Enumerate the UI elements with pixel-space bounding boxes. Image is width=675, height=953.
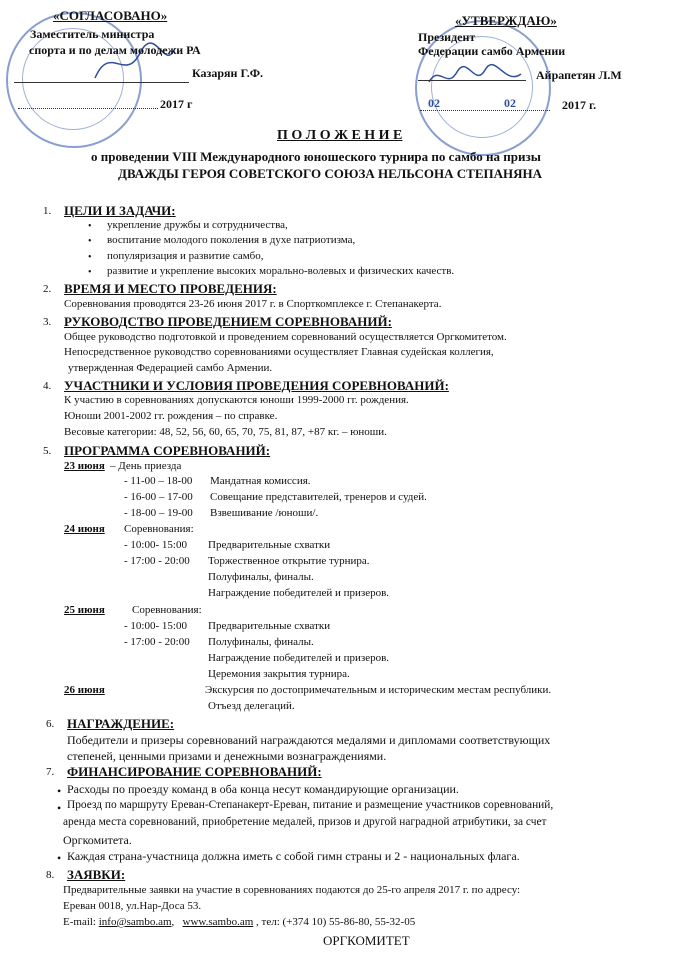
- bullet-icon: •: [88, 267, 92, 278]
- section-3-line: Непосредственное руководство соревнованиями осуществляет Главная судейская коллегия,: [64, 346, 494, 358]
- program-day-date: 23 июня: [64, 460, 105, 472]
- section-7-bullet-cont: аренда места соревнований, приобретение медалей, призов и другой наградной атрибутики, за счет: [63, 816, 547, 828]
- footer-orgcommittee: ОРГКОМИТЕТ: [323, 933, 410, 948]
- program-time: - 10:00- 15:00: [124, 620, 187, 632]
- program-time: - 10:00- 15:00: [124, 539, 187, 551]
- email-label: E-mail:: [63, 916, 96, 928]
- section-4-line: Весовые категории: 48, 52, 56, 60, 65, 70, 75, 81, 87, +87 кг. – юноши.: [64, 426, 387, 438]
- bullet-icon: •: [57, 784, 62, 798]
- section-4-line: Юноши 2001-2002 гг. рождения – по справке.: [64, 410, 278, 422]
- bullet-icon: •: [57, 851, 62, 865]
- section-1-item: популяризация и развитие самбо,: [107, 250, 264, 262]
- section-2-text: Соревнования проводятся 23-26 июня 2017 г. в Спорткомплексе г. Степанакерта.: [64, 298, 442, 310]
- program-time: - 17:00 - 20:00: [124, 636, 190, 648]
- section-1-title: ЦЕЛИ И ЗАДАЧИ:: [64, 203, 176, 218]
- section-6-line: Победители и призеры соревнований награждаются медалями и дипломами соответствующих: [67, 733, 551, 747]
- section-2-number: 2.: [43, 283, 52, 295]
- approval-left-name: Казарян Г.Ф.: [192, 66, 264, 80]
- approval-right-date-line: [420, 110, 550, 111]
- approval-left-line1: Заместитель министра: [30, 27, 155, 41]
- program-event: Полуфиналы, финалы.: [208, 571, 314, 583]
- bullet-icon: •: [88, 252, 92, 263]
- section-3-title: РУКОВОДСТВО ПРОВЕДЕНИЕМ СОРЕВНОВАНИЙ:: [64, 314, 392, 329]
- approval-left-heading: «СОГЛАСОВАНО»: [53, 8, 168, 23]
- email-link[interactable]: info@sambo.am: [98, 916, 172, 928]
- contact-line: E-mail: info@sambo.am, www.sambo.am , тел: (+374 10) 55-86-80, 55-32-05: [63, 916, 416, 928]
- approval-left-date-line: [18, 108, 158, 109]
- section-1-item: развитие и укрепление высоких морально-волевых и физических качеств.: [107, 265, 455, 277]
- section-1-item: укрепление дружбы и сотрудничества,: [107, 219, 288, 231]
- program-day-label: – День приезда: [110, 460, 182, 472]
- program-event: Мандатная комиссия.: [210, 475, 311, 487]
- document-subtitle-hero: ДВАЖДЫ ГЕРОЯ СОВЕТСКОГО СОЮЗА НЕЛЬСОНА СТЕПАНЯНА: [118, 166, 543, 181]
- section-7-number: 7.: [46, 766, 55, 778]
- section-4-number: 4.: [43, 380, 52, 392]
- approval-left-date: 2017 г: [160, 97, 193, 111]
- section-8-line: Предварительные заявки на участие в соревнованиях подаются до 25-го апреля 2017 г. по адресу:: [63, 884, 521, 896]
- program-day-label: Соревнования:: [124, 523, 194, 535]
- program-event: Награждение победителей и призеров.: [208, 587, 390, 599]
- section-8-title: ЗАЯВКИ:: [67, 867, 126, 882]
- program-event: Отъезд делегаций.: [208, 700, 295, 712]
- website-link[interactable]: www.sambo.am: [182, 916, 254, 928]
- approval-right-date-month: 02: [504, 96, 516, 110]
- section-7-bullet: Проезд по маршруту Ереван-Степанакерт-Ереван, питание и размещение участников соревнований,: [67, 799, 554, 811]
- section-4-title: УЧАСТНИКИ И УСЛОВИЯ ПРОВЕДЕНИЯ СОРЕВНОВАНИЙ:: [64, 378, 449, 393]
- approval-right-line2: Федерации самбо Армении: [418, 44, 566, 58]
- approval-right-name: Айрапетян Л.М: [536, 68, 622, 82]
- program-event: Взвешивание /юноши/.: [210, 507, 319, 519]
- program-event: Предварительные схватки: [208, 539, 331, 551]
- section-7-bullet-cont: Оргкомитета.: [63, 833, 132, 847]
- section-1-number: 1.: [43, 205, 52, 217]
- section-5-number: 5.: [43, 445, 52, 457]
- section-7-bullet: Каждая страна-участница должна иметь с собой гимн страны и 2 - национальных флага.: [67, 849, 520, 863]
- approval-right-date-year: 2017 г.: [562, 98, 597, 112]
- approval-left-line2: спорта и по делам молодежи РА: [29, 43, 201, 57]
- program-time: - 11-00 – 18-00: [124, 475, 193, 487]
- section-2-title: ВРЕМЯ И МЕСТО ПРОВЕДЕНИЯ:: [64, 281, 277, 296]
- program-event: Награждение победителей и призеров.: [208, 652, 390, 664]
- section-3-line: Общее руководство подготовкой и проведением соревнований осуществляется Оргкомитетом.: [64, 331, 507, 343]
- program-event: Предварительные схватки: [208, 620, 331, 632]
- document-subtitle: о проведении VIII Международного юношеского турнира по самбо на призы: [91, 149, 541, 164]
- program-event: Совещание представителей, тренеров и судей.: [210, 491, 427, 503]
- phone-text: , тел: (+374 10) 55-86-80, 55-32-05: [256, 916, 416, 928]
- program-time: - 18-00 – 19-00: [124, 507, 193, 519]
- program-day-date: 24 июня: [64, 523, 105, 535]
- section-3-line: утвержденная Федерацией самбо Армении.: [68, 362, 273, 374]
- section-8-line: Ереван 0018, ул.Нар-Доса 53.: [63, 900, 202, 912]
- section-6-line: степеней, ценными призами и денежными вознаграждениями.: [67, 749, 387, 763]
- program-time: - 17:00 - 20:00: [124, 555, 190, 567]
- approval-right-line1: Президент: [418, 30, 476, 44]
- approval-right-signature-line: [418, 80, 526, 81]
- approval-right-heading: «УТВЕРЖДАЮ»: [455, 13, 557, 28]
- bullet-icon: •: [88, 221, 92, 232]
- section-8-number: 8.: [46, 869, 55, 881]
- section-6-number: 6.: [46, 718, 55, 730]
- program-event: Торжественное открытие турнира.: [208, 555, 370, 567]
- right-signature-image: [425, 62, 525, 92]
- section-7-bullet: Расходы по проезду команд в оба конца несут командирующие организации.: [67, 782, 459, 796]
- section-5-title: ПРОГРАММА СОРЕВНОВАНИЙ:: [64, 443, 271, 458]
- program-event: Полуфиналы, финалы.: [208, 636, 314, 648]
- program-day-date: 25 июня: [64, 604, 105, 616]
- bullet-icon: •: [88, 236, 92, 247]
- program-day-label: Соревнования:: [132, 604, 202, 616]
- approval-left-signature-line: [14, 82, 189, 83]
- program-event: Церемония закрытия турнира.: [208, 668, 350, 680]
- section-7-title: ФИНАНСИРОВАНИЕ СОРЕВНОВАНИЙ:: [67, 764, 322, 779]
- section-6-title: НАГРАЖДЕНИЕ:: [67, 716, 175, 731]
- program-day-date: 26 июня: [64, 684, 105, 696]
- section-1-item: воспитание молодого поколения в духе патриотизма,: [107, 234, 356, 246]
- section-4-line: К участию в соревнованиях допускаются юноши 1999-2000 гг. рождения.: [64, 394, 409, 406]
- section-3-number: 3.: [43, 316, 52, 328]
- approval-right-date-day: 02: [428, 96, 440, 110]
- document-title: П О Л О Ж Е Н И Е: [277, 128, 403, 143]
- program-event: Экскурсия по достопримечательным и историческим местам республики.: [205, 684, 552, 696]
- bullet-icon: •: [57, 801, 62, 815]
- program-time: - 16-00 – 17-00: [124, 491, 193, 503]
